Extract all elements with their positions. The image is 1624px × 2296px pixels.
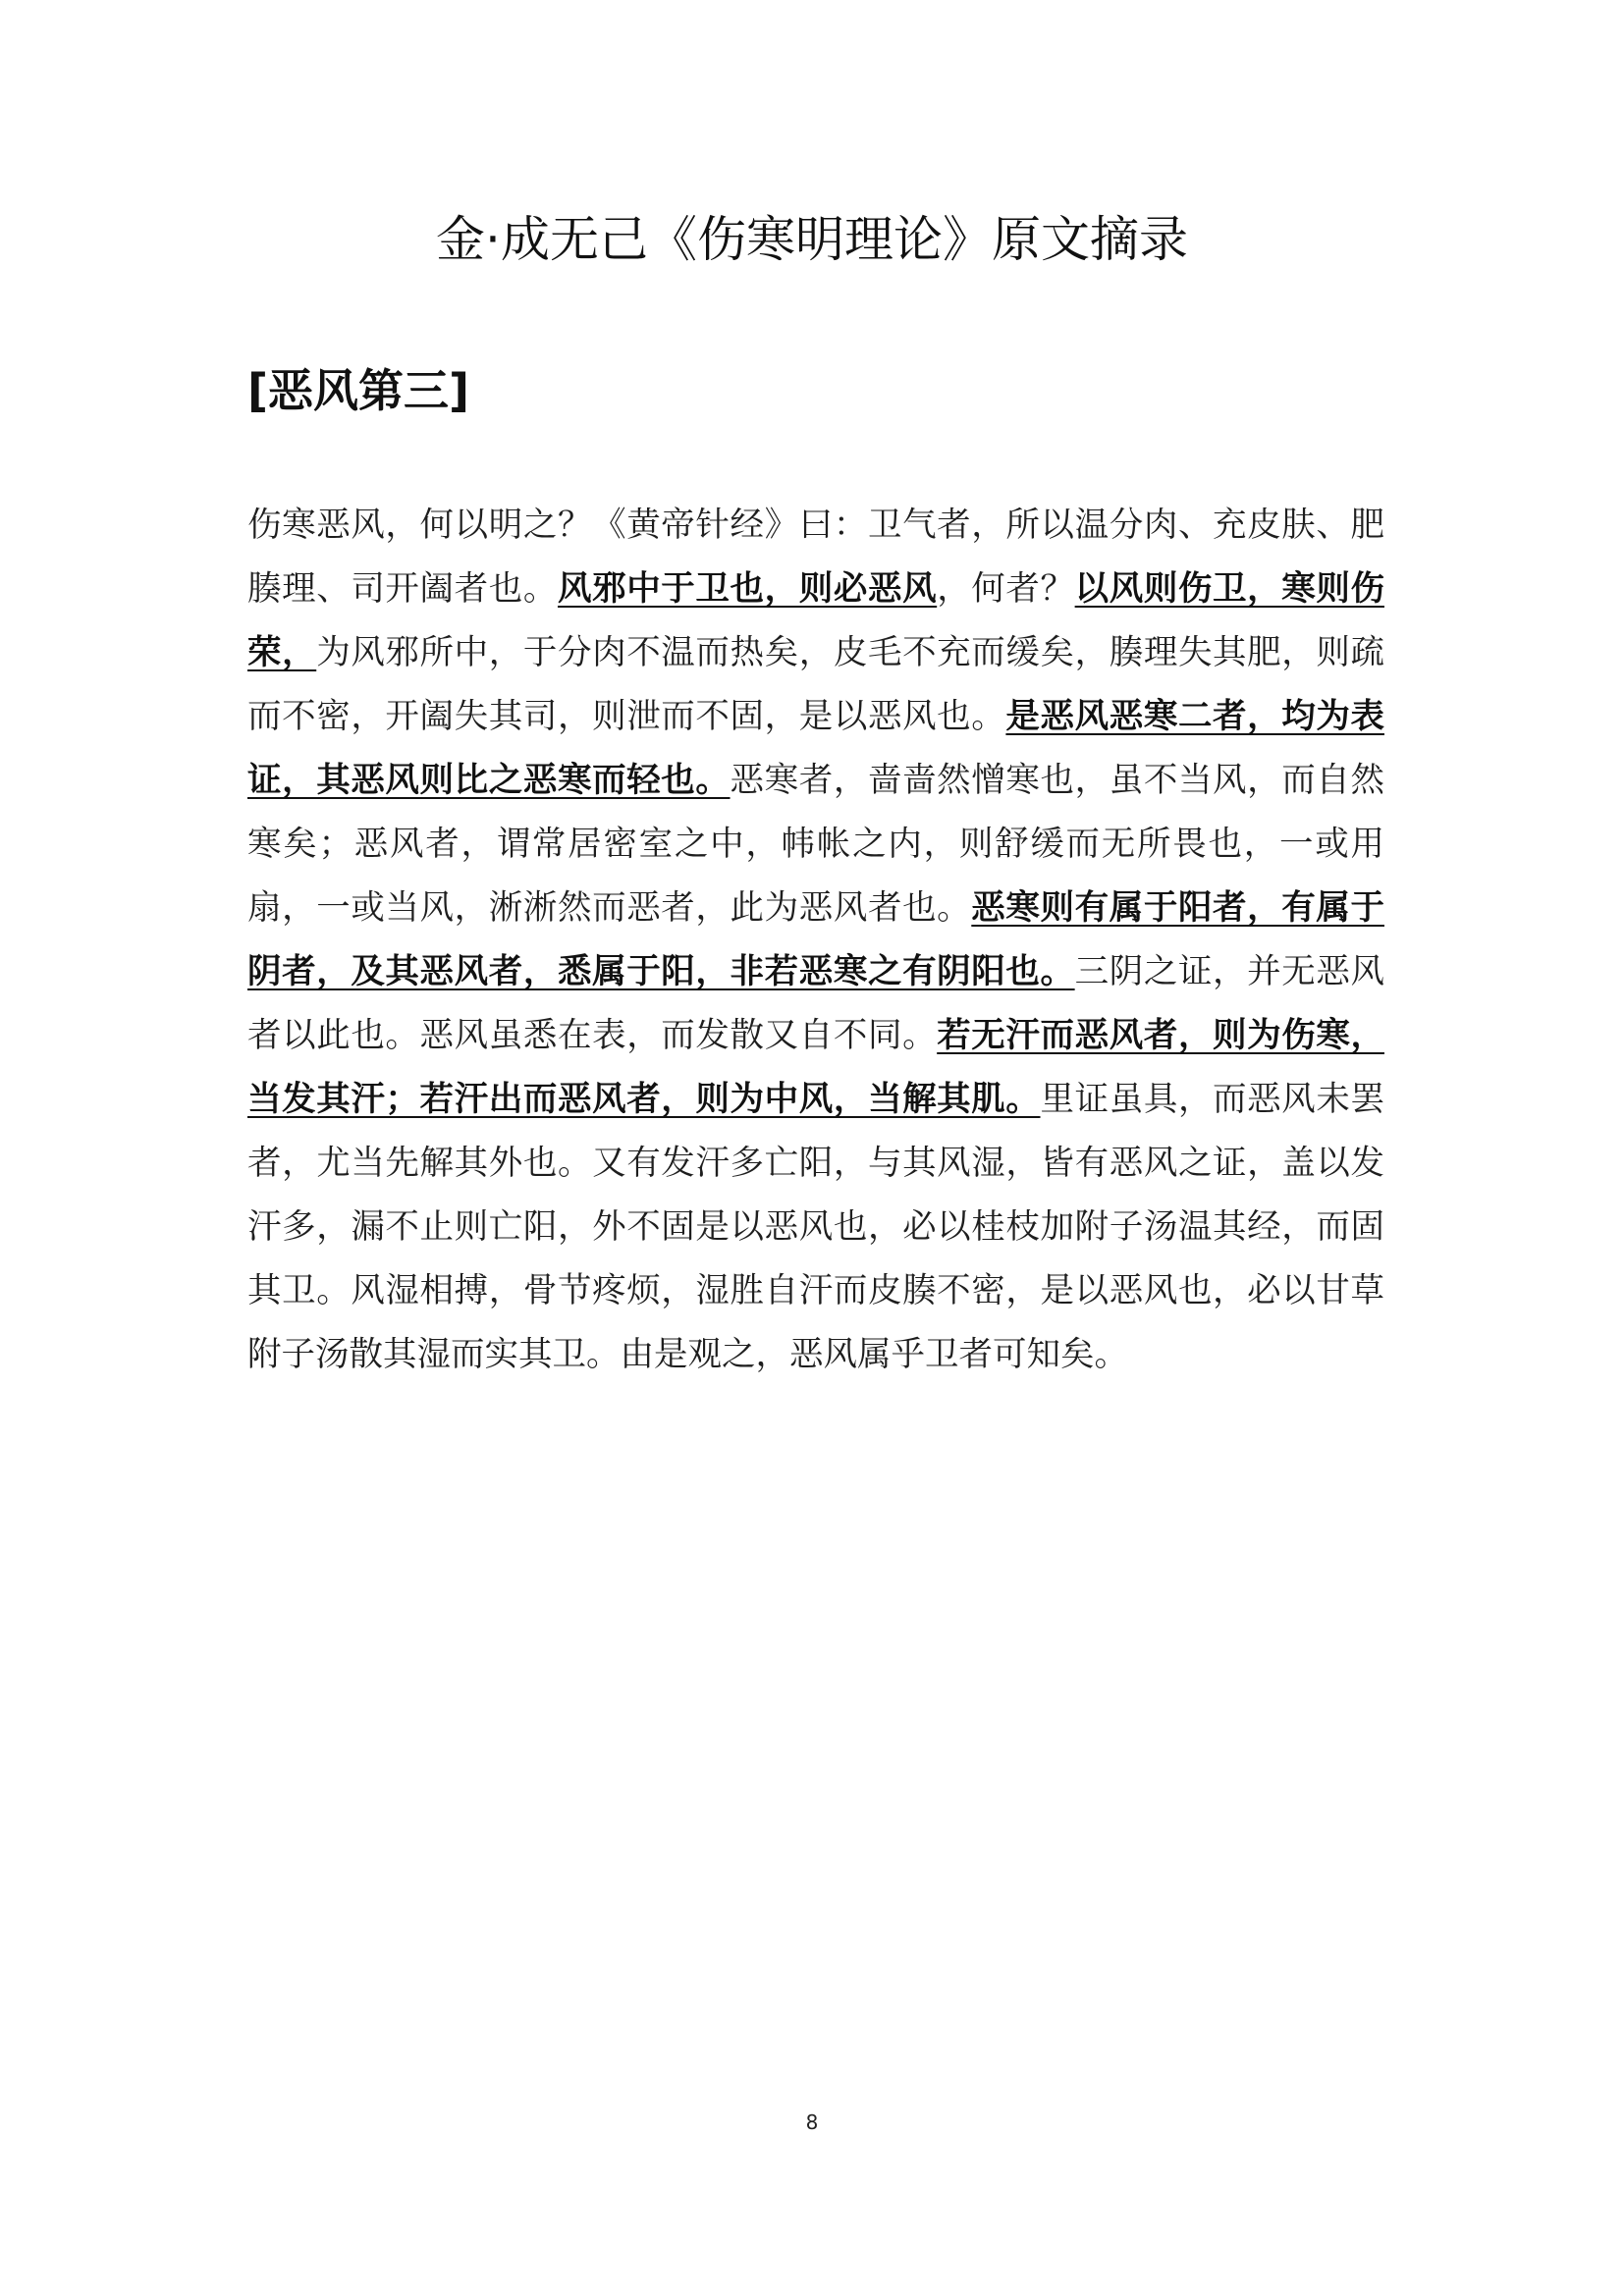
emphasized-text-segment: 恶寒则有属于阳者，有属于阴者，及其恶风者，悉属于阳，非若恶寒之有阴阳也。 — [247, 888, 1384, 991]
page-number: 8 — [805, 2110, 819, 2134]
text-segment: 恶寒者，啬啬然憎寒也，虽不当风，而自然寒矣；恶风者，谓常居密室之中，帏帐之内，则舒缓而无所畏也，一或用扇，一或当风，淅淅然而恶者，此为恶风者也。 — [247, 761, 1384, 928]
emphasized-text-segment: 若无汗而恶风者，则为伤寒，当发其汗；若汗出而恶风者，则为中风，当解其肌。 — [247, 1016, 1384, 1119]
emphasized-text-segment: 以风则伤卫，寒则伤荣， — [247, 569, 1384, 672]
text-segment: 为风邪所中，于分肉不温而热矣，皮毛不充而缓矣，腠理失其肥，则疏而不密，开阖失其司，则泄而不固，是以恶风也。 — [247, 633, 1384, 736]
section-heading: [恶风第三] — [247, 364, 470, 417]
emphasized-text-segment: 是恶风恶寒二者，均为表证，其恶风则比之恶寒而轻也。 — [247, 697, 1384, 800]
text-segment: 伤寒恶风，何以明之？《黄帝针经》曰：卫气者，所以温分肉、充皮肤、肥腠理、司开阖者也。 — [247, 506, 1384, 609]
text-segment: 里证虽具，而恶风未罢者，尤当先解其外也。又有发汗多亡阳，与其风湿，皆有恶风之证，盖以发汗多，漏不止则亡阳，外不固是以恶风也，必以桂枝加附子汤温其经，而固其卫。风湿相搏，骨节疼烦，湿胜自汗而皮腠不密，是以恶风也，必以甘草附子汤散其湿而实其卫。由是观之，恶风属乎卫者可知矣。 — [247, 1080, 1384, 1374]
text-segment: ，何者？ — [937, 569, 1075, 609]
text-segment: 三阴之证，并无恶风者以此也。恶风虽悉在表，而发散又自不同。 — [247, 952, 1384, 1055]
emphasized-text-segment: 风邪中于卫也，则必恶风 — [557, 569, 938, 609]
body-paragraph — [247, 494, 1384, 1387]
page-title: 金·成无己《伤寒明理论》原文摘录 — [436, 211, 1188, 268]
